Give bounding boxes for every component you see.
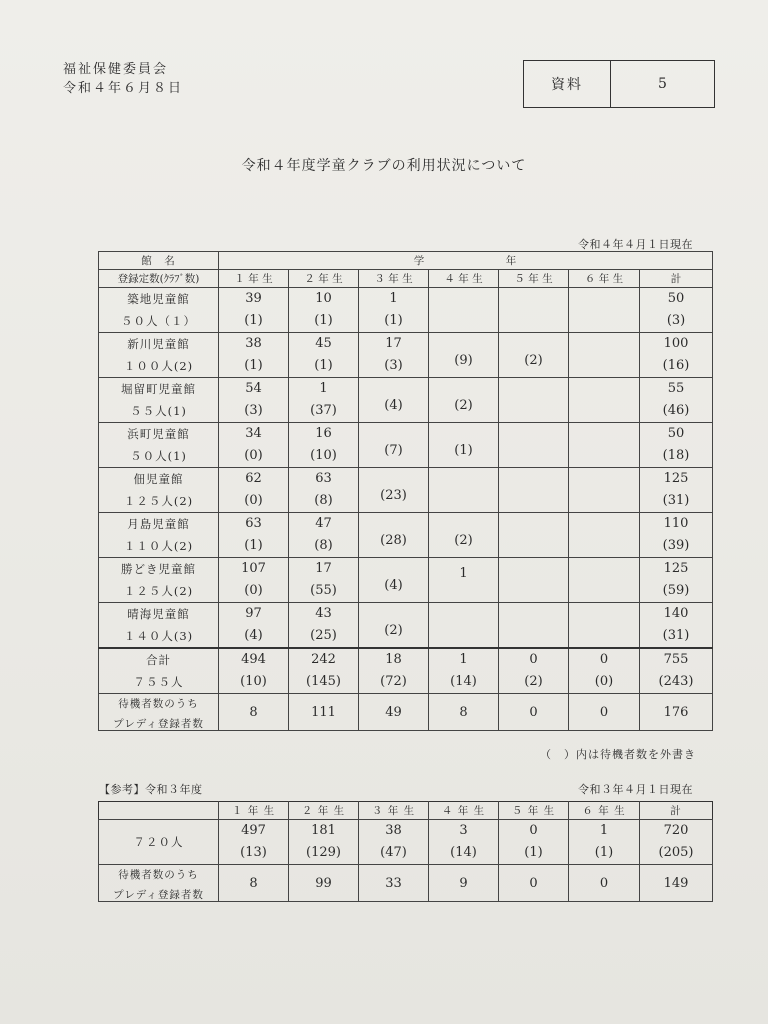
col-header-capacity: 登録定数(ｸﾗﾌﾞ数) [99,270,219,288]
data-cell [499,333,569,378]
facility-capacity: ５０人（１） [121,314,196,328]
committee-name: 福祉保健委員会 [63,62,169,77]
data-cell [289,288,359,333]
data-cell [569,558,640,603]
table-row [99,468,713,513]
data-cell [219,378,289,423]
reference-table [98,801,713,902]
data-cell [359,288,429,333]
data-cell [429,513,499,558]
value: 1 [599,823,609,838]
value: 181 [311,823,336,838]
data-cell [640,333,713,378]
document-number-box [523,60,715,108]
value: 54 [245,381,262,396]
facility-name: 新川児童館 [127,337,190,351]
data-cell [219,288,289,333]
value: 17 [385,336,402,351]
waitlist-count: (1) [384,313,403,328]
table-row [99,423,713,468]
waitlist-count: (129) [306,845,341,860]
table-row [99,513,713,558]
value: 100 [663,336,689,351]
predi-value: 49 [359,694,429,731]
data-cell [569,468,640,513]
header-info [63,60,183,98]
data-cell [359,558,429,603]
waitlist-count: (1) [524,845,543,860]
ref-predi-value: 9 [429,865,499,902]
data-cell [289,333,359,378]
footnote: （ ）内は待機者数を外書き [540,748,696,761]
value: 38 [245,336,262,351]
ref-col-header-grade-6: ６ 年 生 [569,802,640,820]
col-header-grade-3: ３ 年 生 [359,270,429,288]
doc-label: 資料 [524,61,611,107]
waitlist-count: (1) [244,538,263,553]
value: 34 [245,426,262,441]
value: 497 [241,823,266,838]
data-cell [429,423,499,468]
value: 125 [663,471,689,486]
ref-col-header-grade-1: １ 年 生 [219,802,289,820]
facility-capacity: １２５人(2) [123,494,194,508]
predi-value: 176 [640,694,713,731]
value: 10 [315,291,332,306]
ref-col-header-grade-3: ３ 年 生 [359,802,429,820]
ref-col-header-grade-7: 計 [640,802,713,820]
data-cell [219,468,289,513]
value: 107 [241,561,266,576]
value: 494 [241,652,266,667]
data-cell [289,603,359,649]
data-cell [499,468,569,513]
facility-name: 築地児童館 [127,292,190,306]
waitlist-count: (10) [310,448,337,463]
ref-total-cell [569,820,640,865]
total-cell [569,648,640,694]
table-row [99,378,713,423]
data-cell [219,423,289,468]
data-cell [289,378,359,423]
facility-name: 浜町児童館 [127,427,190,441]
facility-cell [99,603,219,649]
value: 140 [663,606,689,621]
waitlist-count: (2) [454,398,473,413]
waitlist-count: (9) [454,353,473,368]
waitlist-count: (145) [306,674,341,689]
ref-total-cell [219,820,289,865]
predi-value: 111 [289,694,359,731]
waitlist-count: (31) [662,493,690,508]
data-cell [359,333,429,378]
predi-value: 8 [429,694,499,731]
data-cell [640,513,713,558]
value: 720 [663,823,689,838]
data-cell [569,423,640,468]
facility-cell [99,333,219,378]
table-row [99,558,713,603]
facility-name: 月島児童館 [127,517,190,531]
data-cell [499,378,569,423]
predi-value: 8 [219,694,289,731]
waitlist-count: (1) [594,845,614,860]
waitlist-count: (10) [240,674,267,689]
data-cell [219,603,289,649]
col-header-grade-7: 計 [640,270,713,288]
ref-total-cell [359,820,429,865]
ref-total-cell [429,820,499,865]
predi-label-cell [99,694,219,731]
facility-capacity: １００人(2) [123,359,194,373]
ref-col-header-grade-2: ２ 年 生 [289,802,359,820]
waitlist-count: (4) [384,578,403,593]
waitlist-count: (59) [662,583,690,598]
data-cell [359,378,429,423]
waitlist-count: (16) [662,358,690,373]
total-row [99,648,713,694]
data-cell [429,603,499,649]
waitlist-count: (31) [662,628,690,643]
ref-predi-value: 33 [359,865,429,902]
value: 50 [667,291,685,306]
waitlist-count: (39) [662,538,690,553]
data-cell [429,378,499,423]
value: 63 [315,471,332,486]
facility-name: 堀留町児童館 [121,382,196,396]
value: 55 [667,381,685,396]
facility-capacity: １４０人(3) [123,629,194,643]
waitlist-count: (205) [658,845,694,860]
data-cell [429,558,499,603]
data-cell [499,513,569,558]
facility-name: 晴海児童館 [127,607,190,621]
data-cell [289,558,359,603]
waitlist-count: (55) [310,583,337,598]
value: 1 [389,291,398,306]
waitlist-count: (14) [450,845,477,860]
waitlist-count: (28) [380,533,407,548]
waitlist-count: (2) [454,533,473,548]
ref-predi-value: 149 [640,865,713,902]
ref-predi-value: 8 [219,865,289,902]
ref-col-header-grade-5: ５ 年 生 [499,802,569,820]
waitlist-count: (13) [240,845,267,860]
facility-capacity: ５５人(1) [130,404,187,418]
ref-predi-value: 99 [289,865,359,902]
total-capacity: ７５５人 [133,675,184,689]
data-cell [569,603,640,649]
waitlist-count: (7) [384,443,403,458]
waitlist-count: (2) [524,674,543,689]
data-cell [359,468,429,513]
facility-capacity: ５０人(1) [130,449,187,463]
total-cell [289,648,359,694]
value: 45 [315,336,332,351]
waitlist-count: (8) [314,493,333,508]
waitlist-count: (3) [244,403,263,418]
facility-cell [99,468,219,513]
waitlist-count: (243) [658,674,694,689]
value: 1 [459,566,468,581]
waitlist-count: (0) [244,493,263,508]
data-cell [289,468,359,513]
data-cell [640,423,713,468]
value: 39 [245,291,262,306]
data-cell [289,423,359,468]
table-row [99,333,713,378]
waitlist-count: (47) [380,845,407,860]
data-cell [640,603,713,649]
data-cell [359,513,429,558]
data-cell [569,333,640,378]
data-cell [499,603,569,649]
data-cell [640,378,713,423]
value: 47 [315,516,332,531]
page-title: 令和４年度学童クラブの利用状況について [241,158,527,174]
value: 125 [663,561,689,576]
value: 97 [245,606,262,621]
value: 242 [311,652,336,667]
data-cell [219,513,289,558]
data-cell [429,288,499,333]
value: 1 [459,652,468,667]
waitlist-count: (1) [244,313,263,328]
reference-label: 【参考】令和３年度 [99,783,203,796]
value: 17 [315,561,332,576]
waitlist-count: (4) [244,628,263,643]
total-cell [359,648,429,694]
value: 38 [385,823,402,838]
col-header-name: 館 名 [99,252,219,270]
ref-predi-label-cell [99,865,219,902]
facility-cell [99,288,219,333]
waitlist-count: (23) [380,488,407,503]
col-header-grade-6: ６ 年 生 [569,270,640,288]
data-cell [289,513,359,558]
meeting-date: 令和４年６月８日 [63,81,184,96]
value: 0 [529,652,538,667]
data-cell [640,558,713,603]
value: 755 [663,652,689,667]
data-cell [569,378,640,423]
waitlist-count: (2) [384,623,403,638]
ref-predi-label-2: プレディ登録者数 [113,889,204,901]
doc-number: 5 [658,76,667,92]
value: 62 [245,471,262,486]
value: 0 [599,652,609,667]
predi-label-1: 待機者数のうち [118,698,199,710]
waitlist-count: (3) [384,358,403,373]
waitlist-count: (18) [662,448,690,463]
ref-total-cell [289,820,359,865]
data-cell [569,288,640,333]
value: 50 [667,426,685,441]
usage-table [98,251,713,731]
table-row [99,603,713,649]
waitlist-count: (8) [314,538,333,553]
predi-row [99,694,713,731]
col-header-grade-4: ４ 年 生 [429,270,499,288]
total-name-cell [99,648,219,694]
col-header-grade-group: 学 年 [219,252,713,270]
data-cell [359,603,429,649]
total-cell [429,648,499,694]
value: 16 [315,426,332,441]
data-cell [429,333,499,378]
waitlist-count: (1) [454,443,473,458]
total-cell [499,648,569,694]
waitlist-count: (2) [524,353,543,368]
waitlist-count: (1) [314,358,333,373]
waitlist-count: (1) [314,313,333,328]
ref-predi-value: 0 [569,865,640,902]
predi-value: 0 [499,694,569,731]
waitlist-count: (14) [450,674,477,689]
value: 0 [529,823,538,838]
table-row [99,288,713,333]
waitlist-count: (1) [244,358,263,373]
data-cell [569,513,640,558]
facility-name: 佃児童館 [133,472,184,486]
data-cell [499,558,569,603]
col-header-grade-1: １ 年 生 [219,270,289,288]
facility-cell [99,378,219,423]
value: 1 [319,381,328,396]
col-header-grade-5: ５ 年 生 [499,270,569,288]
as-of-date-main: 令和４年４月１日現在 [578,238,693,251]
waitlist-count: (3) [666,313,686,328]
facility-capacity: １１０人(2) [123,539,194,553]
col-header-grade-2: ２ 年 生 [289,270,359,288]
ref-capacity: ７２０人 [99,820,219,865]
data-cell [429,468,499,513]
value: 110 [663,516,689,531]
value: 18 [385,652,402,667]
ref-predi-label-1: 待機者数のうち [118,869,199,881]
ref-total-row [99,820,713,865]
waitlist-count: (0) [594,674,614,689]
facility-capacity: １２５人(2) [123,584,194,598]
total-cell [219,648,289,694]
data-cell [499,288,569,333]
facility-name: 勝どき児童館 [121,562,196,576]
data-cell [640,468,713,513]
waitlist-count: (0) [244,448,263,463]
data-cell [359,423,429,468]
value: 3 [459,823,468,838]
waitlist-count: (25) [310,628,337,643]
data-cell [640,288,713,333]
ref-total-cell [499,820,569,865]
total-cell [640,648,713,694]
data-cell [219,333,289,378]
ref-col-header-grade-4: ４ 年 生 [429,802,499,820]
waitlist-count: (0) [244,583,263,598]
predi-value: 0 [569,694,640,731]
waitlist-count: (4) [384,398,403,413]
ref-header-blank [99,802,219,820]
waitlist-count: (72) [380,674,407,689]
value: 43 [315,606,332,621]
data-cell [219,558,289,603]
facility-cell [99,513,219,558]
value: 63 [245,516,262,531]
facility-cell [99,423,219,468]
waitlist-count: (37) [310,403,337,418]
facility-cell [99,558,219,603]
waitlist-count: (46) [662,403,690,418]
predi-label-2: プレディ登録者数 [113,718,204,730]
total-label: 合計 [146,653,171,667]
data-cell [499,423,569,468]
ref-predi-row [99,865,713,902]
ref-total-cell [640,820,713,865]
as-of-date-ref: 令和３年４月１日現在 [578,783,693,796]
ref-predi-value: 0 [499,865,569,902]
